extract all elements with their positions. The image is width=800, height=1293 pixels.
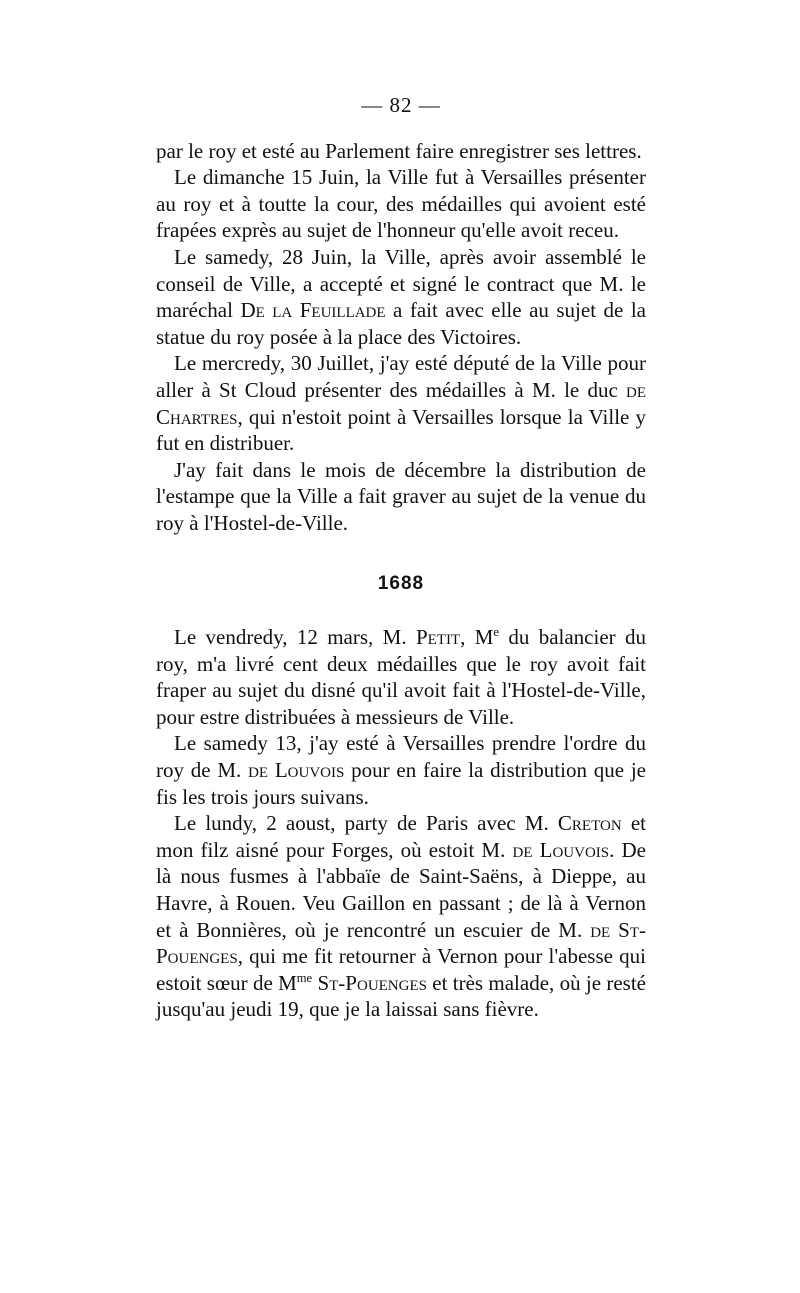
- person-name: St-Pouenges: [317, 970, 427, 995]
- paragraph-samedy-28-juin: Le samedy, 28 Juin, la Ville, après avoir assemblé le conseil de Ville, a accepté et signé le contract que M. le maréchal De la Feuillade a fait avec elle au sujet de la statue du roy posée à la place des Victoires.: [156, 244, 646, 349]
- paragraph-samedy-13: Le samedy 13, j'ay esté à Versailles prendre l'ordre du roy de M. de Louvois pour en faire la distribution que je fis les trois jours suivans.: [156, 731, 646, 809]
- paragraph-vendredy-12-mars: Le vendredy, 12 mars, M. Petit, Me du balancier du roy, m'a livré cent deux médailles que le roy avoit fait fraper au sujet du disné qu'il avoit fait à l'Hostel-de-Ville, pour estre distribuées à messieurs de Ville.: [156, 625, 646, 729]
- paragraph-lundy-2-aoust: Le lundy, 2 aoust, party de Paris avec M. Creton et mon filz aisné pour Forges, où estoit M. de Louvois. De là nous fusmes à l'abbaïe de Saint-Saëns, à Dieppe, au Havre, à Rouen. Veu Gaillon en passant ; de là à Vernon et à Bonnières, où je rencontré un escuier de M. de St-Pouenges, qui me fit retourner à Vernon pour l'abesse qui estoit sœur de $M^{me}$ St-Pouenges et très malade, où je resté jusqu'au jeudi 19, que je la laissai sans fièvre.: [156, 811, 647, 1022]
- person-name: de Louvois: [512, 837, 610, 862]
- paragraph-dimanche-15-juin: Le dimanche 15 Juin, la Ville fut à Versailles présenter au roy et à toutte la cour, des médailles qui avoient esté frapées exprès au sujet de l'honneur qu'elle avoit receu.: [156, 165, 646, 243]
- person-name: de Chartres: [156, 377, 646, 429]
- book-page: [156, 92, 646, 1023]
- paragraph-mercredy-30-juillet: Le mercredy, 30 Juillet, j'ay esté député de la Ville pour aller à St Cloud présenter des médailles à M. le duc de Chartres, qui n'estoit point à Versailles lorsque la Ville y fut en distribuer.: [156, 351, 646, 456]
- page-number: — 82 —: [361, 93, 441, 117]
- paragraph-decembre-estampe: J'ay fait dans le mois de décembre la distribution de l'estampe que la Ville a fait graver au sujet de la venue du roy à l'Hostel-de-Ville.: [156, 457, 646, 535]
- person-name: Petit: [415, 625, 461, 650]
- person-name: De la Feuillade: [240, 298, 386, 323]
- year-heading: 1688: [377, 572, 425, 594]
- person-name: de Louvois: [248, 758, 345, 783]
- paragraph-continuation: par le roy et esté au Parlement faire enregistrer ses lettres.: [156, 138, 642, 163]
- person-name: Creton: [557, 811, 622, 836]
- person-name: de St-Pouenges: [156, 917, 646, 969]
